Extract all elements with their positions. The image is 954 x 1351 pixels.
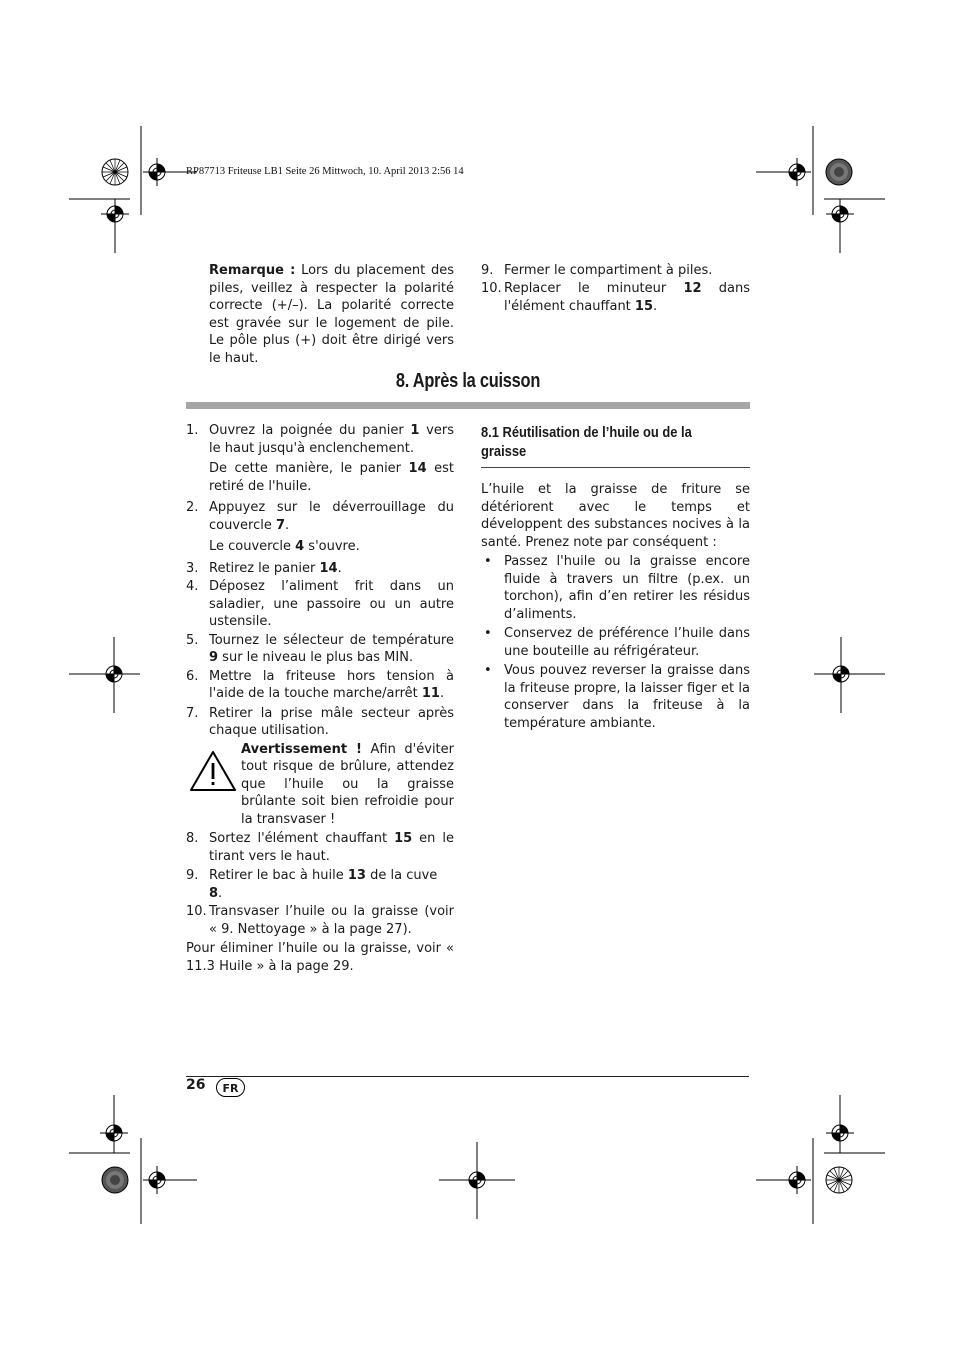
disposal-reference: Pour éliminer l’huile ou la graisse, voir « 11.3 Huile » à la page 29. [186,941,454,974]
step-text: Ouvrez la poignée du panier 1 vers le haut jusqu'à enclenchement. [209,423,454,456]
step-text: Mettre la friteuse hors tension à l'aide de la touche marche/arrêt 11. [209,668,454,701]
step-detail: De cette manière, le panier 14 est retiré de l'huile. [209,461,454,494]
subsection-title: 8.1 Réutilisation de l’huile ou de la graisse [481,424,692,460]
step-number: 6. [186,668,199,684]
list-item [186,668,454,703]
list-item [186,560,454,578]
step-number: 2. [186,500,199,515]
print-slug: RP87713 Friteuse LB1 Seite 26 Mittwoch, 10. April 2013 2:56 14 [186,166,464,177]
step-text: Fermer le compartiment à piles. [504,263,713,278]
warning-triangle-icon [188,749,238,793]
list-item [186,867,454,902]
after-cooking-steps [186,422,454,975]
step-number: 1. [186,423,199,438]
section-title: 8. Après la cuisson [395,370,541,392]
step-text: Déposez l’aliment frit dans un saladier, une passoire ou un autre ustensile. [209,579,454,629]
step-text: Appuyez sur le déverrouillage du couvercle 7. [209,500,454,533]
note-text: Lors du placement des piles, veillez à respecter la polarité correcte (+/–). La polarité correcte est gravée sur le logement de pile. Le pôle plus (+) doit être dirigé vers le haut. [209,263,454,366]
step-number: 10. [186,904,207,919]
list-item [481,662,750,732]
list-item [186,830,454,865]
list-item [481,280,750,315]
oil-reuse-section [481,481,750,732]
bullet-text: Vous pouvez reverser la graisse dans la friteuse propre, la laisser figer et la conserver dans la friteuse à la température ambiante. [504,663,750,731]
step-number: 7. [186,705,199,721]
step-text: Retirer la prise mâle secteur après chaque utilisation. [209,705,454,738]
bullet-icon: • [484,554,492,569]
step-number: 9. [186,868,199,883]
battery-note [209,262,454,367]
title-bar [186,402,750,409]
footer-rule [186,1076,749,1077]
bullet-text: Conservez de préférence l’huile dans une bouteille au réfrigérateur. [504,626,750,659]
step-number: 5. [186,632,199,648]
warning-text: Avertissement ! Afin d'éviter tout risque de brûlure, attendez que l’huile ou la graisse brûlante soit bien refroidie pour la transvaser ! [241,741,454,827]
list-item [186,499,454,534]
list-item [481,553,750,623]
step-detail: Le couvercle 4 s'ouvre. [209,539,360,554]
list-item [186,632,454,667]
step-number: 4. [186,579,199,594]
page-number: 26 [186,1077,206,1093]
subsection-rule [481,467,750,468]
list-item [186,422,454,457]
warning-block [186,741,454,829]
step-number: 8. [186,831,199,846]
step-text: Tournez le sélecteur de température 9 sur le niveau le plus bas MIN. [209,632,454,665]
step-text: Replacer le minuteur 12 dans l'élément chauffant 15. [504,281,750,314]
language-badge: FR [216,1078,245,1097]
battery-steps [481,262,750,315]
step-text: Retirez le panier 14. [209,560,342,576]
list-item [186,578,454,631]
list-item [481,262,750,280]
step-text: Transvaser l’huile ou la graisse (voir « 9. Nettoyage » à la page 27). [209,904,454,937]
list-item [186,903,454,938]
bullet-text: Passez l'huile ou la graisse encore fluide à travers un filtre (p.ex. un torchon), afin d’en retirer les résidus d’aliments. [504,554,750,622]
step-number: 9. [481,263,494,278]
list-item [481,625,750,660]
list-item [186,705,454,740]
step-number: 10. [481,281,502,296]
step-text: Retirer le bac à huile 13 de la cuve 8. [209,868,438,901]
bullet-icon: • [484,663,492,678]
note-label: Remarque : [209,263,296,278]
subsection-intro: L’huile et la graisse de friture se détériorent avec le temps et développent des substances nocives à la santé. Prenez note par conséquent : [481,482,750,550]
bullet-icon: • [484,626,492,641]
step-text: Sortez l'élément chauffant 15 en le tirant vers le haut. [209,831,454,864]
step-number: 3. [186,560,199,576]
